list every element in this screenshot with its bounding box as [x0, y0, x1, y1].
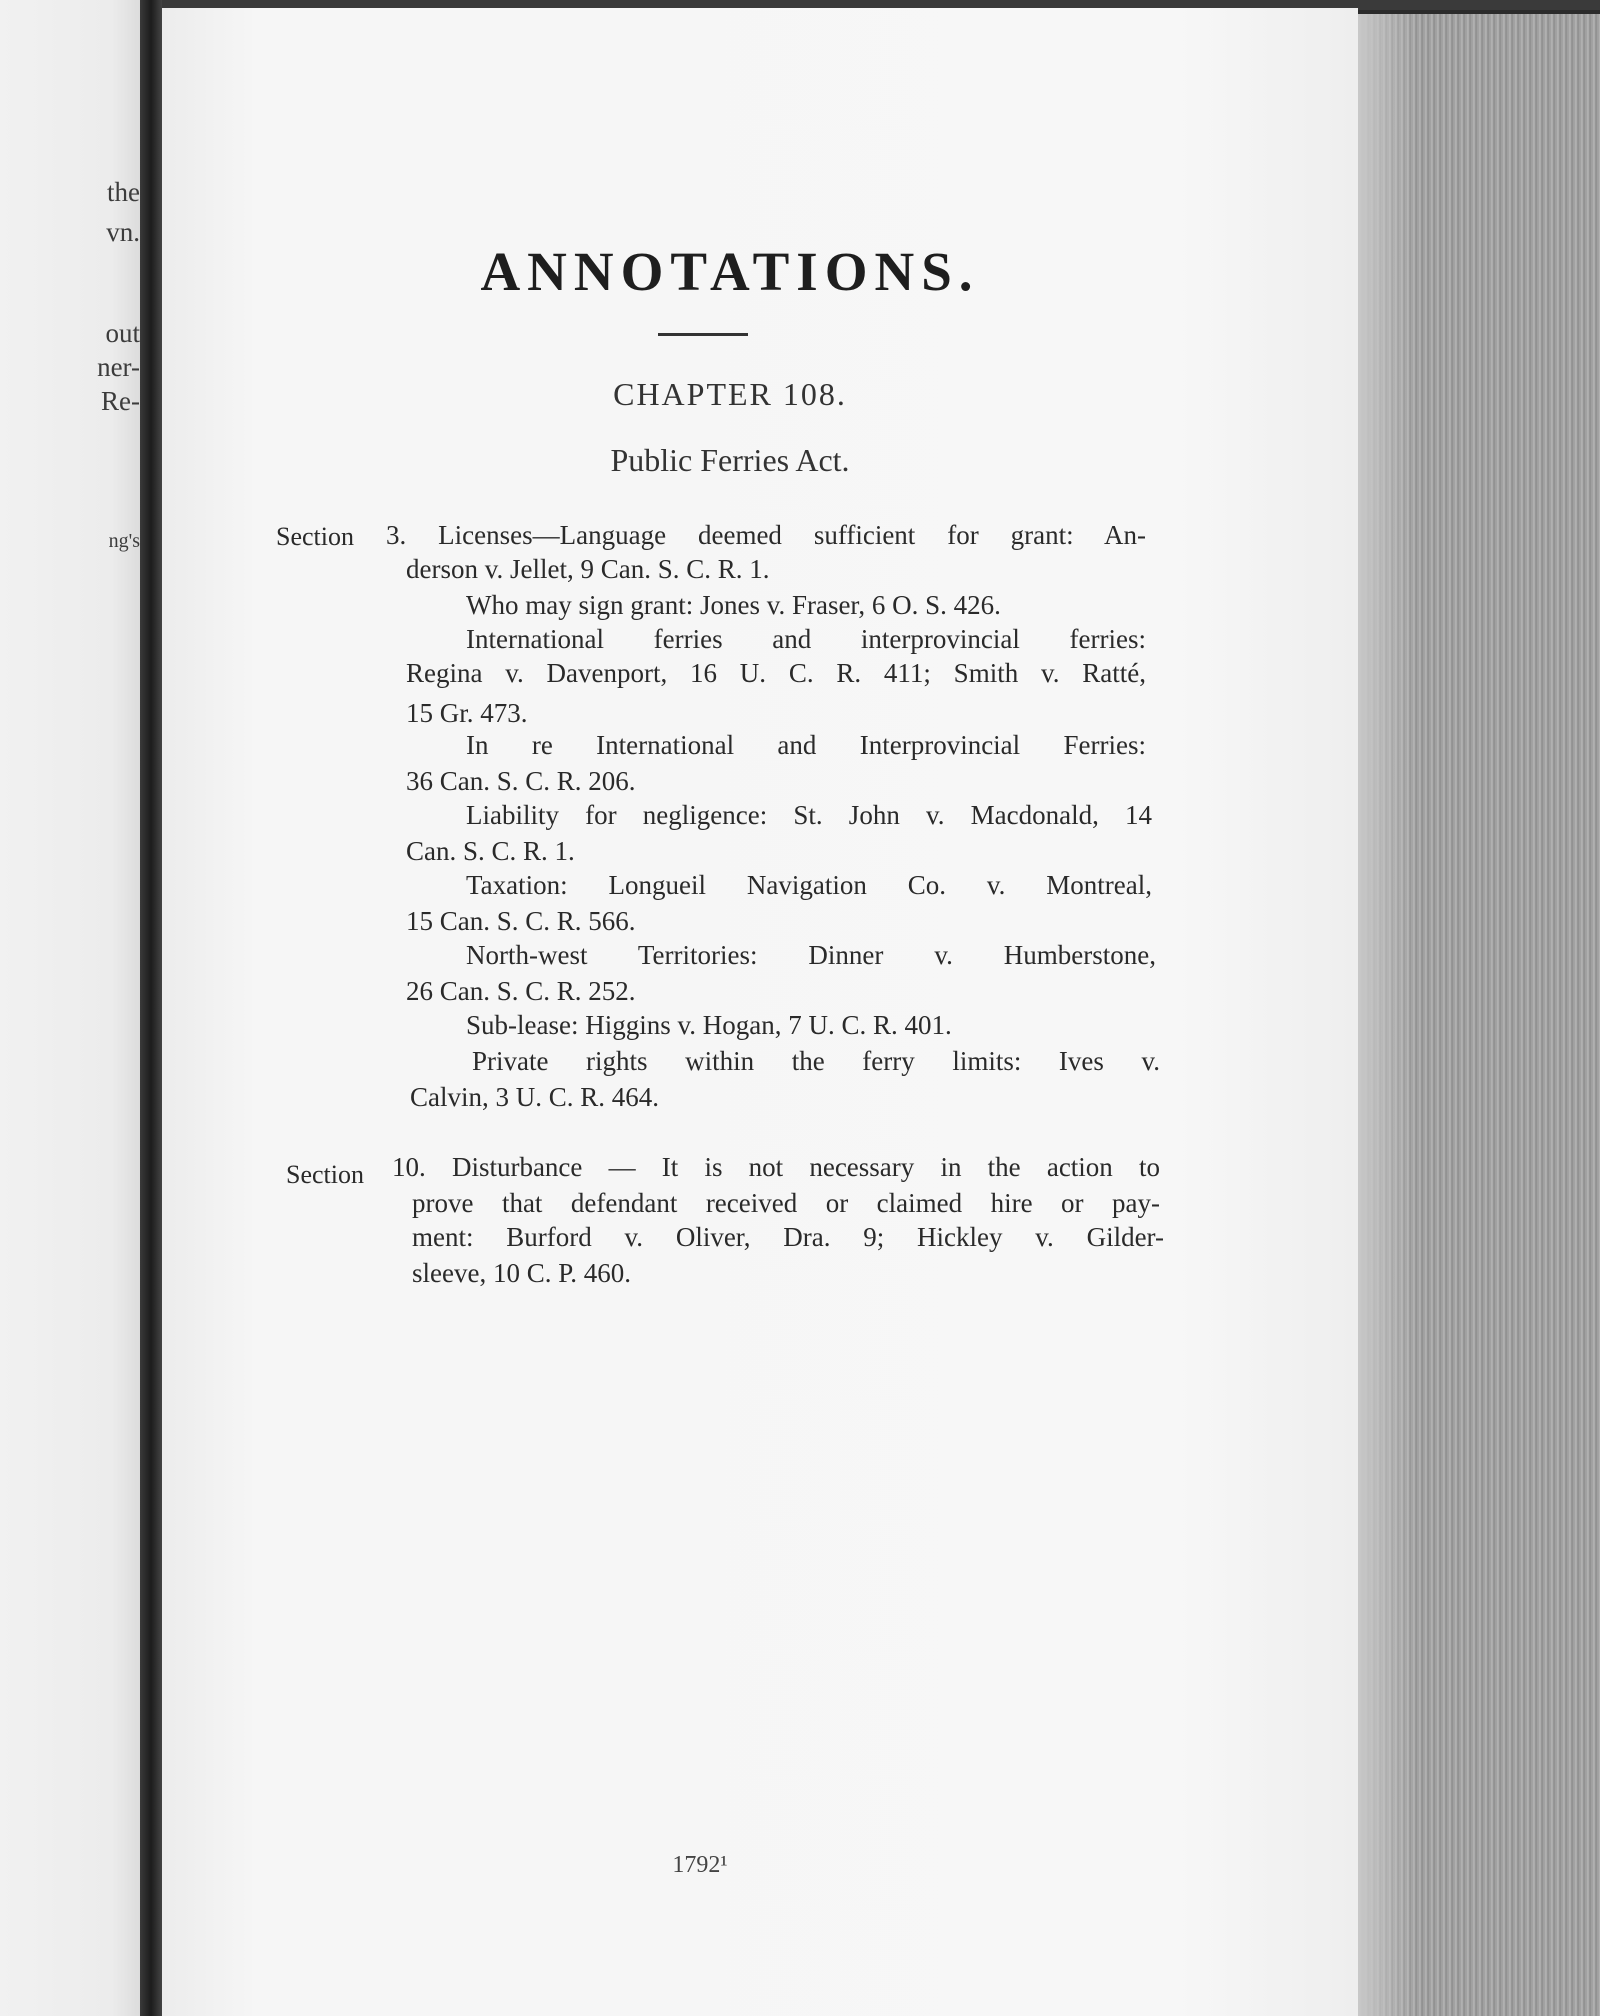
left-page-fragment: ner-	[97, 352, 140, 382]
annotation-line: 10. Disturbance — It is not necessary in the action to	[392, 1152, 1160, 1182]
left-page-fragment: vn.	[106, 217, 140, 247]
left-page-edge	[0, 0, 140, 2016]
section-label: Section	[276, 522, 354, 551]
page-number: 1792¹	[672, 1852, 728, 1878]
page-title: ANNOTATIONS.	[480, 241, 980, 302]
annotation-line: 36 Can. S. C. R. 206.	[406, 766, 636, 796]
annotation-line: sleeve, 10 C. P. 460.	[412, 1258, 631, 1288]
left-page-fragment: the	[107, 177, 140, 207]
annotation-line: Liability for negligence: St. John v. Macdonald, 14	[466, 800, 1152, 830]
annotation-line: 3. Licenses—Language deemed sufficient for grant: An-	[386, 520, 1146, 550]
annotation-line: Can. S. C. R. 1.	[406, 836, 575, 866]
annotation-line: In re International and Interprovincial Ferries:	[466, 730, 1146, 760]
annotation-line: North-west Territories: Dinner v. Humberstone,	[466, 940, 1156, 970]
annotation-line: Who may sign grant: Jones v. Fraser, 6 O. S. 426.	[466, 590, 1001, 620]
annotation-line: 26 Can. S. C. R. 252.	[406, 976, 636, 1006]
page-edges-shadow	[1358, 14, 1418, 2016]
chapter-heading: CHAPTER 108.	[613, 376, 847, 412]
section-label: Section	[286, 1160, 364, 1189]
annotation-line: ment: Burford v. Oliver, Dra. 9; Hickley v. Gilder-	[412, 1222, 1164, 1252]
annotation-line: 15 Can. S. C. R. 566.	[406, 906, 636, 936]
annotation-line: derson v. Jellet, 9 Can. S. C. R. 1.	[406, 554, 770, 584]
annotation-line: Sub-lease: Higgins v. Hogan, 7 U. C. R. 401.	[466, 1010, 952, 1040]
book-gutter	[140, 0, 162, 2016]
title-rule	[658, 333, 748, 336]
annotation-line: Calvin, 3 U. C. R. 464.	[410, 1082, 660, 1112]
left-page-fragment: ng's	[108, 530, 140, 552]
annotation-line: International ferries and interprovincial ferries:	[466, 624, 1146, 654]
annotation-line: Private rights within the ferry limits: Ives v.	[472, 1046, 1160, 1076]
annotation-line: Regina v. Davenport, 16 U. C. R. 411; Smith v. Ratté,	[406, 658, 1146, 688]
left-page-fragment: out	[105, 318, 140, 348]
annotation-line: prove that defendant received or claimed hire or pay-	[412, 1188, 1160, 1218]
annotation-line: 15 Gr. 473.	[406, 698, 528, 728]
act-title: Public Ferries Act.	[610, 442, 850, 478]
left-page-fragment: Re-	[101, 386, 140, 416]
annotation-line: Taxation: Longueil Navigation Co. v. Montreal,	[466, 870, 1152, 900]
